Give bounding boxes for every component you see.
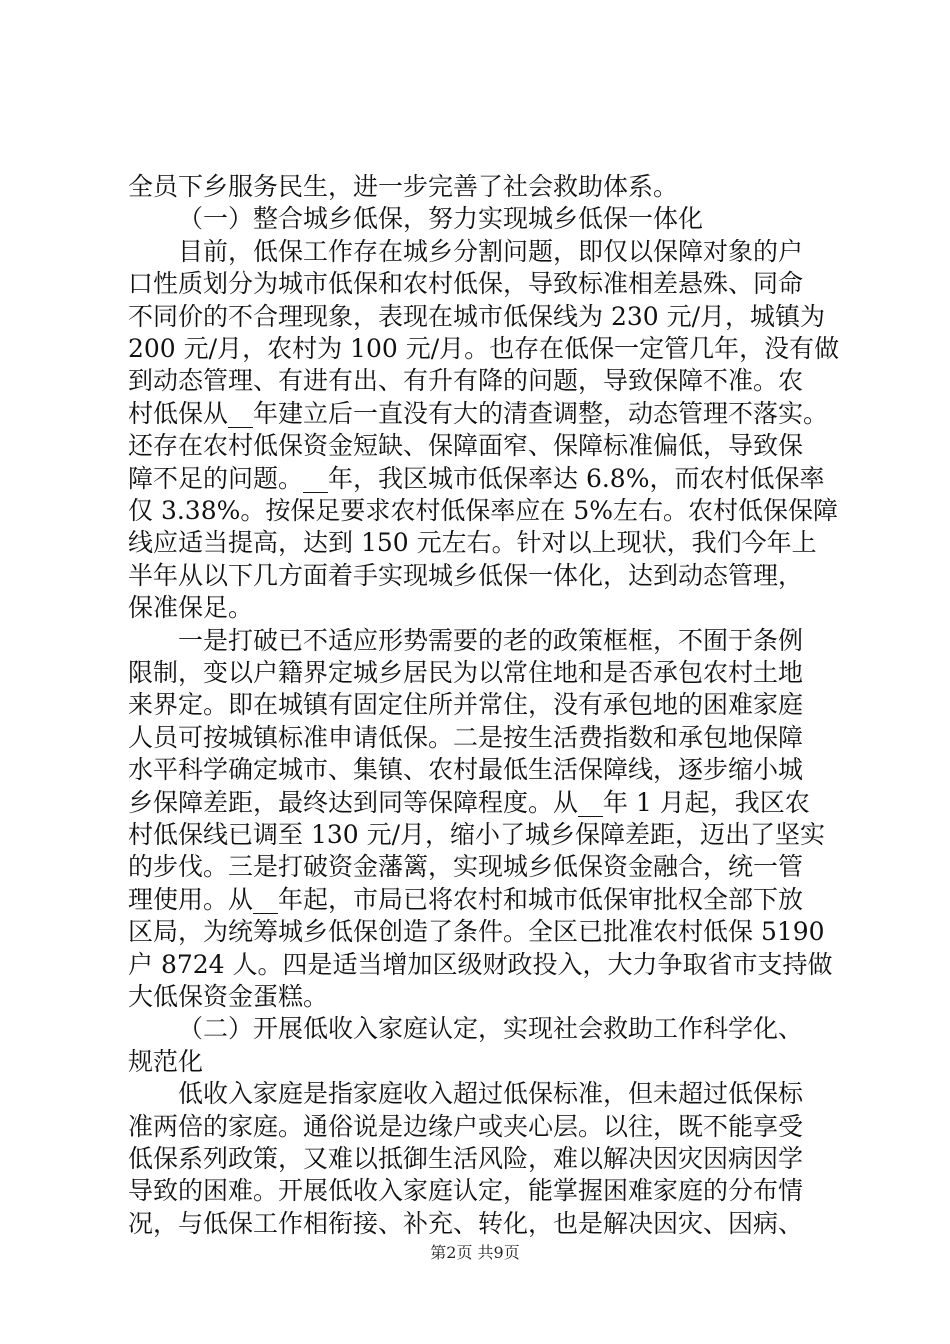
text-line: 导致的困难。开展低收入家庭认定，能掌握困难家庭的分布情 xyxy=(128,1176,804,1206)
text-line: 全员下乡服务民生，进一步完善了社会救助体系。 xyxy=(128,172,679,201)
text-line: 口性质划分为城市低保和农村低保，导致标准相差悬殊、同命 xyxy=(128,269,804,299)
text-line: 不同价的不合理现象，表现在城市低保线为 230 元/月，城镇为 xyxy=(128,301,826,331)
text-line: 到动态管理、有进有出、有升有降的问题，导致保障不准。农 xyxy=(128,366,804,396)
text-line: 区局，为统筹城乡低保创造了条件。全区已批准农村低保 5190 xyxy=(128,917,825,947)
text-line: 还存在农村低保资金短缺、保障面窄、保障标准偏低，导致保 xyxy=(128,431,804,461)
text-line: 来界定。即在城镇有固定住所并常住，没有承包地的困难家庭 xyxy=(128,690,804,720)
text-line: 规范化 xyxy=(128,1046,204,1076)
text-line: 大低保资金蛋糕。 xyxy=(128,982,329,1011)
text-line: 限制，变以户籍界定城乡居民为以常住地和是否承包农村土地 xyxy=(128,658,804,687)
text-line: 障不足的问题。__年，我区城市低保率达 6.8%，而农村低保率 xyxy=(128,463,825,493)
text-line: 水平科学确定城市、集镇、农村最低生活保障线，逐步缩小城 xyxy=(128,755,804,785)
text-line: 乡保障差距，最终达到同等保障程度。从__年 1 月起，我区农 xyxy=(128,787,810,817)
text-line: 目前，低保工作存在城乡分割问题，即仅以保障对象的户 xyxy=(178,236,804,266)
text-line: （二）开展低收入家庭认定，实现社会救助工作科学化、 xyxy=(178,1014,804,1044)
text-line: 理使用。从__年起，市局已将农村和城市低保审批权全部下放 xyxy=(128,884,804,914)
text-line: 低保系列政策，又难以抵御生活风险，难以解决因灾因病因学 xyxy=(128,1144,804,1173)
text-line: 保准保足。 xyxy=(128,593,254,623)
text-line: 的步伐。三是打破资金藩篱，实现城乡低保资金融合，统一管 xyxy=(128,852,804,882)
text-line: 村低保线已调至 130 元/月，缩小了城乡保障差距，迈出了坚实 xyxy=(128,820,826,849)
text-line: 户 8724 人。四是适当增加区级财政投入，大力争取省市支持做 xyxy=(128,949,833,979)
text-line: 准两倍的家庭。通俗说是边缘户或夹心层。以往，既不能享受 xyxy=(128,1111,804,1141)
text-line: （一）整合城乡低保，努力实现城乡低保一体化 xyxy=(178,204,704,234)
text-line: 仅 3.38%。按保足要求农村低保率应在 5%左右。农村低保保障 xyxy=(128,496,838,525)
page-number: 第2页 共9页 xyxy=(430,1243,520,1262)
text-line: 线应适当提高，达到 150 元左右。针对以上现状，我们今年上 xyxy=(128,528,817,558)
text-line: 况，与低保工作相衔接、补充、转化，也是解决因灾、因病、 xyxy=(128,1208,804,1238)
text-line: 低收入家庭是指家庭收入超过低保标准，但未超过低保标 xyxy=(178,1079,804,1109)
text-line: 人员可按城镇标准申请低保。二是按生活费指数和承包地保障 xyxy=(128,722,804,752)
text-line: 村低保从__年建立后一直没有大的清查调整，动态管理不落实。 xyxy=(128,398,829,428)
text-line: 一是打破已不适应形势需要的老的政策框框，不囿于条例 xyxy=(178,625,804,655)
text-line: 半年从以下几方面着手实现城乡低保一体化，达到动态管理， xyxy=(128,560,804,590)
page-footer xyxy=(0,1243,950,1263)
text-line: 200 元/月，农村为 100 元/月。也存在低保一定管几年，没有做 xyxy=(128,334,840,363)
